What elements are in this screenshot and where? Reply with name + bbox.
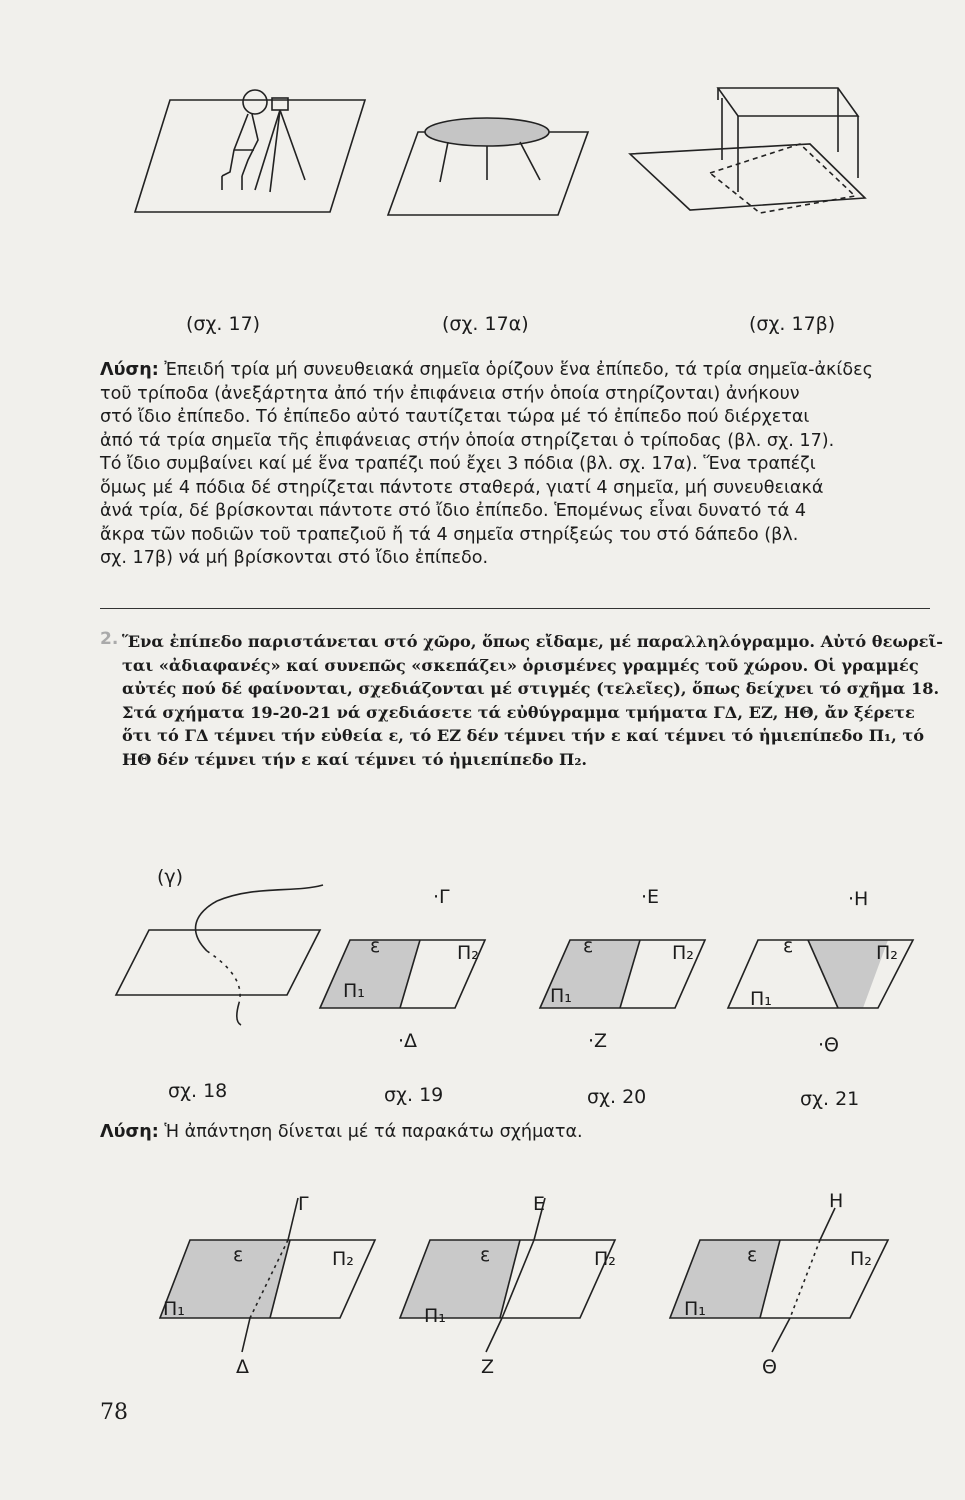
answer-figure-19 xyxy=(150,1190,390,1390)
caption-fig-21: σχ. 21 xyxy=(800,1088,860,1110)
fig19-eps: ε xyxy=(370,935,381,957)
answer-figure-20 xyxy=(390,1190,630,1390)
solution-1-line: τοῦ τρίποδα (ἀνεξάρτητα ἀπό τήν ἐπιφάνεια στήν ὁποία στηρίζονται) ἀνήκουν xyxy=(100,383,800,404)
caption-fig-17b: (σχ. 17β) xyxy=(749,313,836,335)
solution-1-line: σχ. 17β) νά μή βρίσκονται στό ἴδιο ἐπίπεδο. xyxy=(100,548,489,568)
ans21-eps: ε xyxy=(747,1244,758,1266)
ans21-pi1: Π₁ xyxy=(684,1298,706,1320)
point-theta: ·Θ xyxy=(818,1034,839,1056)
answer-figure-21 xyxy=(660,1190,900,1390)
ans20-point-epsilon: Ε xyxy=(533,1193,546,1215)
ans20-pi2: Π₂ xyxy=(594,1248,616,1270)
ans19-eps: ε xyxy=(233,1244,244,1266)
problem-2-line: ται «ἀδιαφανές» καί συνεπῶς «σκεπάζει» ὁρισμένες γραμμές τοῦ χώρου. Οἱ γραμμές xyxy=(122,655,919,675)
caption-fig-17a: (σχ. 17α) xyxy=(442,313,529,335)
page-number: 78 xyxy=(100,1400,128,1425)
ans21-point-theta: Θ xyxy=(762,1356,777,1378)
caption-fig-18: σχ. 18 xyxy=(168,1080,228,1102)
ans20-eps: ε xyxy=(480,1244,491,1266)
solution-1-label: Λύση: xyxy=(100,360,159,380)
ans19-point-gamma: Γ xyxy=(298,1193,309,1215)
ans19-pi2: Π₂ xyxy=(332,1248,354,1270)
section-divider xyxy=(100,608,930,609)
solution-2-label: Λύση: xyxy=(100,1122,159,1142)
figure-17b-four-legged-table xyxy=(610,78,870,218)
solution-2-text: Ἡ ἀπάντηση δίνεται μέ τά παρακάτω σχήματα. xyxy=(158,1122,583,1142)
problem-2-paragraph xyxy=(122,630,944,771)
ans19-point-delta: Δ xyxy=(236,1356,249,1378)
point-eta: ·Η xyxy=(848,888,869,910)
problem-2-line: Ἕνα ἐπίπεδο παριστάνεται στό χῶρο, ὅπως εἴδαμε, μέ παραλληλόγραμμο. Αὐτό θεωρεῖ- xyxy=(122,632,944,651)
ans20-pi1: Π₁ xyxy=(424,1305,446,1327)
figure-17a-table xyxy=(380,110,590,220)
problem-2-line: αὐτές πού δέ φαίνονται, σχεδιάζονται μέ στιγμές (τελεῖες), ὅπως δείχνει τό σχῆμα 18. xyxy=(122,679,940,698)
solution-2-line xyxy=(100,1122,583,1142)
solution-1-line: Ἐπειδή τρία μή συνευθειακά σημεῖα ὁρίζουν ἕνα ἐπίπεδο, τά τρία σημεῖα-ἀκίδες xyxy=(158,360,873,380)
ans21-pi2: Π₂ xyxy=(850,1248,872,1270)
label-gamma-line: (γ) xyxy=(157,866,184,888)
ans20-point-zeta: Ζ xyxy=(481,1356,495,1378)
fig19-pi2: Π₂ xyxy=(457,942,479,964)
figure-18 xyxy=(115,885,325,1025)
point-zeta: ·Ζ xyxy=(588,1030,608,1052)
fig20-pi2: Π₂ xyxy=(672,942,694,964)
caption-fig-17: (σχ. 17) xyxy=(186,313,261,335)
fig21-eps: ε xyxy=(783,935,794,957)
solution-1-line: ἀπό τά τρία σημεῖα τῆς ἐπιφάνειας στήν ὁποία στηρίζεται ὁ τρίποδας (βλ. σχ. 17). xyxy=(100,430,835,451)
problem-2-number: 2. xyxy=(100,629,119,649)
solution-1-line: ἀνά τρία, δέ βρίσκονται πάντοτε στό ἴδιο ἐπίπεδο. Ἑπομένως εἶναι δυνατό τά 4 xyxy=(100,501,807,521)
ans21-point-eta: Η xyxy=(829,1190,844,1212)
point-delta: ·Δ xyxy=(398,1030,418,1052)
fig21-pi1: Π₁ xyxy=(750,988,772,1010)
fig20-eps: ε xyxy=(583,935,594,957)
solution-1-line: ὅμως μέ 4 πόδια δέ στηρίζεται πάντοτε σταθερά, γιατί 4 σημεῖα, μή συνευθειακά xyxy=(100,477,824,498)
solution-1-line: στό ἴδιο ἐπίπεδο. Τό ἐπίπεδο αὐτό ταυτίζεται τώρα μέ τό ἐπίπεδο πού διέρχεται xyxy=(100,407,810,427)
problem-2-line: Στά σχήματα 19-20-21 νά σχεδιάσετε τά εὐθύγραμμα τμήματα ΓΔ, ΕΖ, ΗΘ, ἄν ξέρετε xyxy=(122,702,915,722)
solution-1-paragraph xyxy=(100,359,930,571)
fig19-pi1: Π₁ xyxy=(343,980,365,1002)
point-gamma: ·Γ xyxy=(433,886,450,908)
fig21-pi2: Π₂ xyxy=(876,942,898,964)
ans19-pi1: Π₁ xyxy=(163,1298,185,1320)
fig20-pi1: Π₁ xyxy=(550,985,572,1007)
caption-fig-19: σχ. 19 xyxy=(384,1084,444,1106)
figure-17-tripod xyxy=(130,80,370,220)
solution-1-line: ἄκρα τῶν ποδιῶν τοῦ τραπεζιοῦ ἤ τά 4 σημεῖα στηρίξεώς του στό δάπεδο (βλ. xyxy=(100,524,799,545)
solution-1-line: Τό ἴδιο συμβαίνει καί μέ ἕνα τραπέζι πού ἔχει 3 πόδια (βλ. σχ. 17α). Ἕνα τραπέζι xyxy=(100,454,816,474)
problem-2-line: ΗΘ δέν τέμνει τήν ε καί τέμνει τό ἡμιεπίπεδο Π₂. xyxy=(122,749,588,769)
problem-2-line: ὅτι τό ΓΔ τέμνει τήν εὐθεία ε, τό ΕΖ δέν τέμνει τήν ε καί τέμνει τό ἡμιεπίπεδο Π₁, τό xyxy=(122,726,925,745)
caption-fig-20: σχ. 20 xyxy=(587,1086,647,1108)
point-epsilon: ·Ε xyxy=(641,886,660,908)
